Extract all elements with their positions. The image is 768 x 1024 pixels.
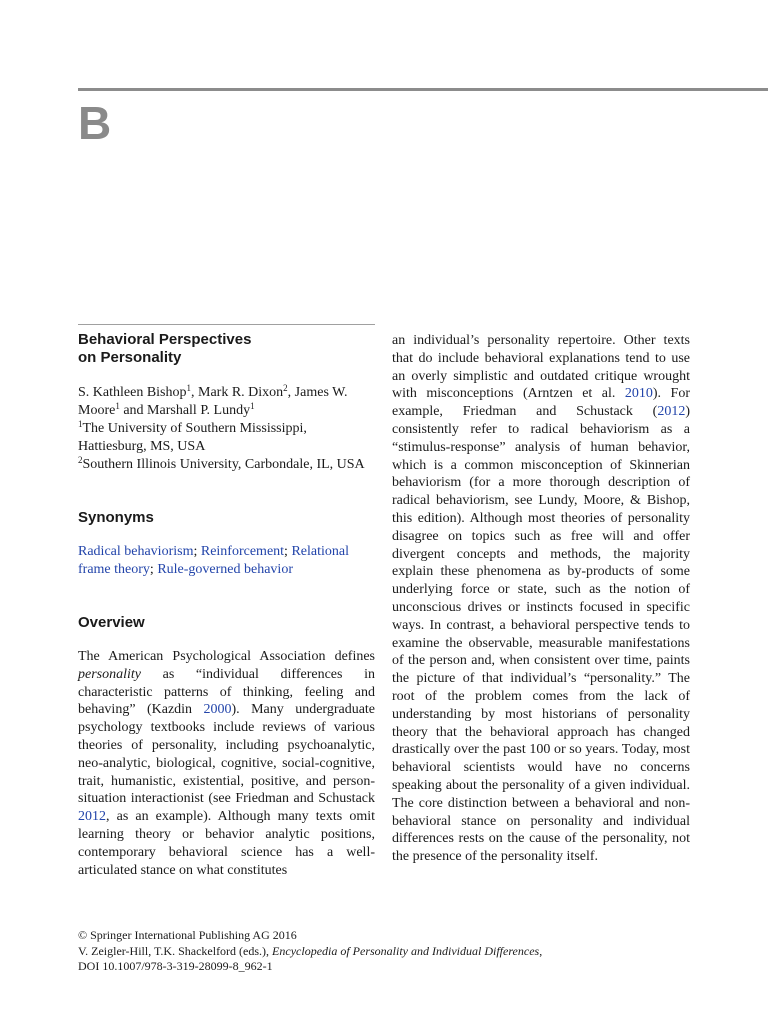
synonyms-heading: Synonyms: [78, 509, 154, 526]
section-letter: B: [78, 97, 112, 149]
synonyms-list: Radical behaviorism; Reinforcement; Relational frame theory; Rule-governed behavior: [78, 544, 349, 577]
author-list: S. Kathleen Bishop$^1$, Mark R. Dixon$^2$, James W. Moore$^1$ and Marshall P. Lundy$^1$: [78, 383, 348, 418]
synonym-link[interactable]: Rule-governed behavior: [157, 562, 293, 577]
affiliation-2: $^2$Southern Illinois University, Carbondale, IL, USA: [78, 455, 365, 472]
entry-title-line2: on Personality: [78, 349, 182, 366]
overview-heading: Overview: [78, 614, 145, 631]
citation-link[interactable]: 2010: [624, 386, 653, 402]
left-column: [78, 324, 375, 879]
footer: [78, 928, 718, 975]
top-rule: [78, 88, 768, 91]
citation-link[interactable]: 2000: [203, 702, 232, 718]
citation-link[interactable]: 2012: [657, 404, 686, 420]
synonym-link[interactable]: Reinforcement: [200, 544, 285, 559]
overview-text-right: an individual’s personality repertoire. Other texts that do include behavioral explanations tend to use an overly simplistic and outdated critique wrought with misconceptions (Arntzen et al. 2010). For example, Friedman and Schustack (2012) consistently refer to radical behaviorism as a “stimulus-response” analysis of human behavior, which is a common misconception of Skinnerian behaviorism (for a more thorough description of radical behaviorism, see Lundy, Moore, & Bishop, this edition). Although most theories of personality disagree on topics such as free will and offer divergent concepts and methods, the majority explain these phenomena as by-products of some underlying force or state, such as the notion of unconscious drives or instincts focused in specific ways. In contrast, a behavioral perspective tends to examine the observable, measurable manifestations of the person and, when consistent over time, paints the picture of that individual’s “personality.” The root of the problem comes from the lack of understanding by most historians of personality theory that the behavioral approach has changed drastically over the past 100 or so years. Today, most behavioral scientists would have no concerns speaking about the personality of a given individual. The core distinction between a behavioral and non-behavioral stance on personality and individual differences rests on the cause of the personality, not the presence of the personality itself.: [392, 333, 690, 865]
entry-title: [78, 331, 375, 367]
author-name: Mark R. Dixon: [198, 385, 284, 400]
overview-text-left: The American Psychological Association defines personality as “individual differences in characteristic patterns of thinking, feeling and behaving” (Kazdin 2000). Many undergraduate psychology textbooks include reviews of various theories of personality, including psychoanalytic, neo-analytic, biological, cognitive, social-cognitive, trait, humanistic, existential, positive, and person-situation interactionist (see Friedman and Schustack 2012, as an example). Although many texts omit learning theory or behavior analytic positions, contemporary behavioral science has a well-articulated stance on what constitutes: [78, 649, 376, 878]
synonym-link[interactable]: Relational frame theory: [78, 544, 349, 577]
book-title: Encyclopedia of Personality and Individual Differences: [272, 943, 540, 958]
author-name: James W. Moore: [78, 385, 348, 418]
synonym-link[interactable]: Radical behaviorism: [78, 544, 194, 559]
right-column: [392, 332, 690, 866]
citation-link[interactable]: 2012: [78, 809, 106, 825]
doi: DOI 10.1007/978-3-319-28099-8_962-1: [78, 959, 273, 973]
author-name: Marshall P. Lundy: [147, 403, 251, 418]
copyright: © Springer International Publishing AG 2016: [78, 928, 297, 942]
affiliation-1: $^1$The University of Southern Mississippi, Hattiesburg, MS, USA: [78, 419, 307, 454]
author-name: S. Kathleen Bishop: [78, 385, 187, 400]
citation-line: V. Zeigler-Hill, T.K. Shackelford (eds.), Encyclopedia of Personality and Individual Differences,: [78, 943, 543, 958]
entry-title-line1: Behavioral Perspectives: [78, 331, 252, 348]
title-rule: [78, 324, 375, 325]
